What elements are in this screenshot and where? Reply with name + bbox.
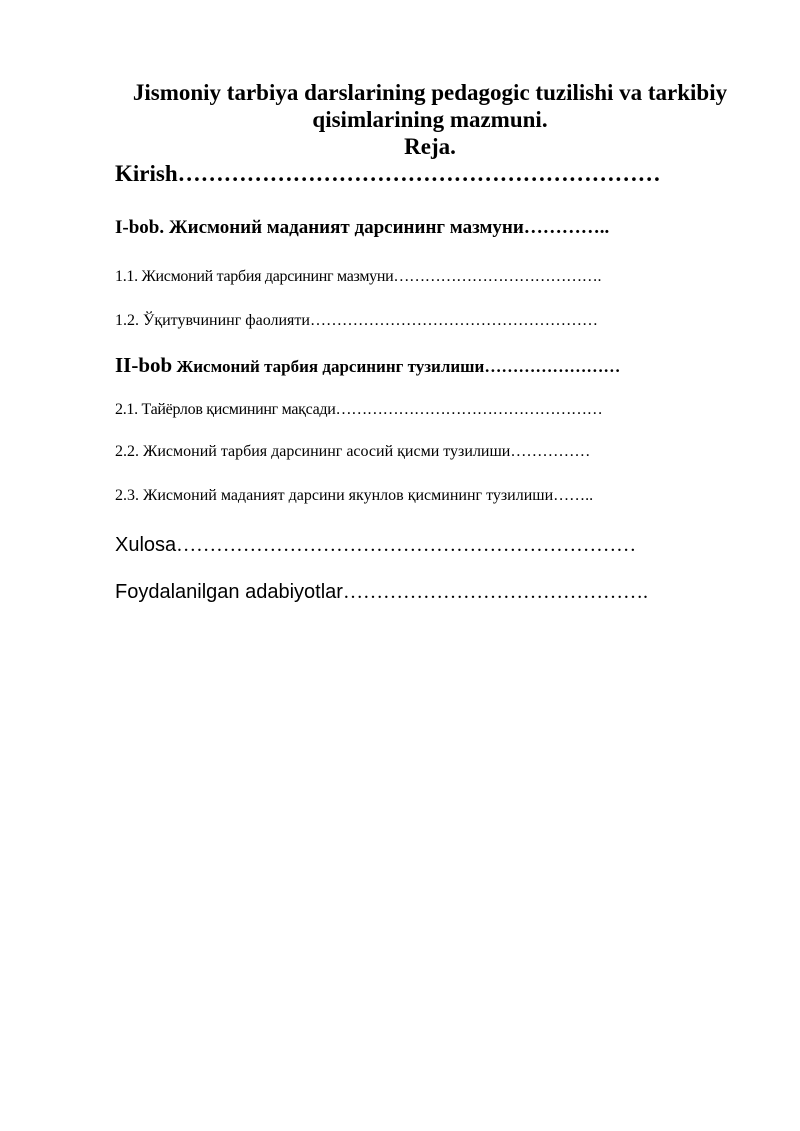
references-label: Foydalanilgan adabiyotlar	[115, 581, 343, 603]
xulosa-leader-dots: ……………………………………………………………	[176, 534, 637, 556]
toc-entry-chapter-2	[115, 353, 620, 380]
toc-entry-2-2: 2.2. Жисмоний тарбия дарсининг асосий қисми тузилиши……………	[115, 443, 591, 460]
toc-entry-2-1: 2.1. Тайёрлов қисмининг мақсади……………………………………………	[115, 401, 603, 418]
toc-entry-2-3: 2.3. Жисмоний маданият дарсини якунлов қисмининг тузилиши……..	[115, 487, 594, 504]
references-leader-dots: ……………………………………….	[342, 581, 648, 603]
toc-entry-references	[115, 580, 648, 605]
xulosa-label: Xulosa	[115, 534, 177, 556]
toc-entry-1-1: 1.1. Жисмоний тарбия дарсининг мазмуни………………………………….	[115, 268, 602, 285]
toc-entry-chapter-1: I-bob. Жисмоний маданият дарсининг мазмуни…………..	[115, 217, 610, 238]
toc-entry-1-2: 1.2. Ўқитувчининг фаолияти………………………………………………	[115, 312, 598, 329]
chapter-2-title: Жисмоний тарбия дарсининг тузилиши……………………	[172, 357, 621, 376]
toc-entry-kirish: Kirish………………………………………………………	[115, 161, 661, 186]
plan-heading: Reja.	[404, 134, 456, 159]
document-title-line-2: qisimlarining mazmuni.	[312, 107, 548, 132]
chapter-2-prefix: II-bob	[115, 353, 173, 377]
document-title-line-1: Jismoniy tarbiya darslarining pedagogic tuzilishi va tarkibiy	[132, 80, 728, 105]
toc-entry-xulosa	[115, 533, 636, 558]
